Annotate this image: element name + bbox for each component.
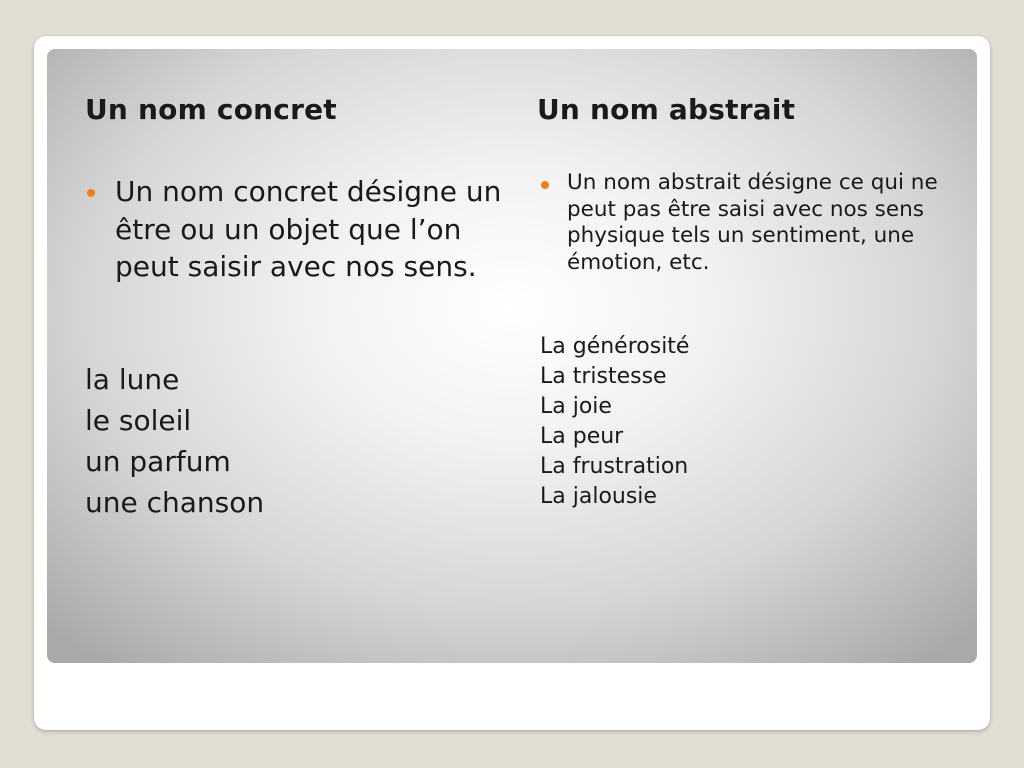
example-item: La générosité: [540, 334, 690, 359]
bullet-abstract: [541, 170, 961, 276]
example-item: un parfum: [85, 445, 231, 478]
example-item: La peur: [540, 424, 624, 449]
example-item: une chanson: [85, 486, 265, 519]
example-item: la lune: [85, 363, 180, 396]
bullet-dot-icon: [541, 181, 549, 189]
slide-frame: [34, 36, 990, 730]
definition-abstract: Un nom abstrait désigne ce qui ne peut pas être saisi avec nos sens physique tels un sentiment, une émotion, etc.: [567, 170, 938, 275]
heading-concrete: Un nom concret: [85, 93, 337, 126]
examples-abstract-list: [540, 332, 689, 512]
example-item: La frustration: [540, 454, 689, 479]
heading-abstract: Un nom abstrait: [537, 93, 796, 126]
bullet-concrete: [87, 173, 507, 286]
example-item: La jalousie: [540, 484, 657, 509]
definition-concrete: Un nom concret désigne un être ou un objet que l’on peut saisir avec nos sens.: [115, 175, 502, 283]
example-item: La tristesse: [540, 364, 667, 389]
bullet-dot-icon: [87, 189, 95, 197]
examples-concrete-list: [85, 359, 264, 523]
example-item: La joie: [540, 394, 612, 419]
example-item: le soleil: [85, 404, 192, 437]
slide-content-panel: [47, 49, 977, 663]
